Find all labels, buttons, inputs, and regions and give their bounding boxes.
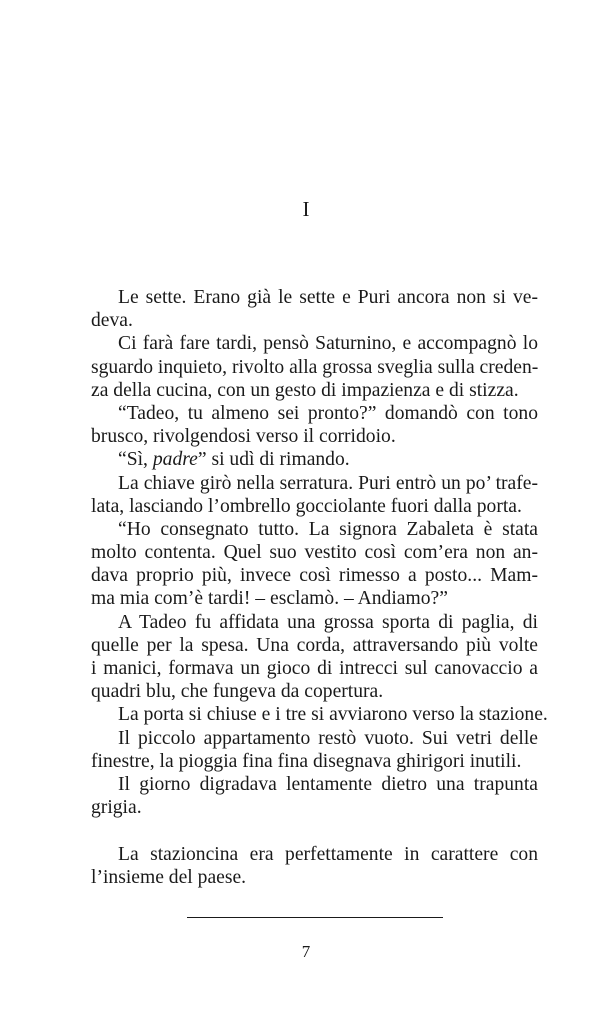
text-line: Le sette. Erano già le sette e Puri ancora non si ve- [118, 287, 538, 308]
page-number: 7 [301, 942, 311, 961]
text-line: l’insieme del paese. [91, 867, 247, 889]
text-line: Ci farà fare tardi, pensò Saturnino, e accompagnò lo [118, 333, 538, 355]
footer-rule [187, 917, 443, 918]
text-line: “Tadeo, tu almeno sei pronto?” domandò con tono [118, 402, 538, 424]
text-line: i manici, formava un gioco di intrecci sul canovaccio a [91, 658, 538, 679]
italic-word: padre [152, 449, 198, 471]
text-line: lata, lasciando l’ombrello gocciolante fuori dalla porta. [91, 495, 522, 517]
text-line [91, 448, 538, 471]
text-line: molto contenta. Quel suo vestito così com’era non an- [91, 542, 538, 564]
paragraph [91, 402, 538, 448]
text-line: La porta si chiuse e i tre si avviarono verso la stazione. [118, 704, 548, 726]
text-line: sguardo inquieto, rivolto alla grossa sveglia sulla creden- [91, 356, 539, 378]
paragraph [91, 843, 538, 889]
text-line: finestre, la pioggia fina fina disegnava ghirigori inutili. [91, 750, 522, 772]
paragraph [91, 518, 538, 611]
paragraph [91, 472, 538, 518]
text-line: La chiave girò nella serratura. Puri entrò un po’ trafe- [118, 472, 538, 494]
paragraph [91, 611, 538, 704]
paragraph [91, 703, 548, 726]
paragraph [91, 727, 538, 773]
paragraph [91, 773, 538, 819]
text-line: Il piccolo appartamento restò vuoto. Sui vetri delle [118, 727, 538, 749]
paragraph [91, 332, 538, 402]
chapter-body [91, 286, 548, 819]
text-line: quelle per la spesa. Una corda, attraversando più volte [91, 634, 538, 656]
paragraph [91, 448, 538, 471]
text-line: ma mia com’è tardi! – esclamò. – Andiamo?” [91, 588, 448, 610]
text-line: grigia. [91, 797, 142, 819]
text-run: ” si udì di rimando. [197, 449, 350, 471]
text-line: deva. [91, 310, 133, 332]
text-line: A Tadeo fu affidata una grossa sporta di paglia, di [118, 611, 538, 633]
text-line: quadri blu, che fungeva da copertura. [91, 681, 384, 703]
chapter-number: I [302, 197, 310, 221]
text-line: brusco, rivolgendosi verso il corridoio. [91, 426, 396, 448]
text-line: “Ho consegnato tutto. La signora Zabaleta è stata [118, 518, 538, 540]
text-run: “Sì, [118, 449, 153, 471]
text-line: za della cucina, con un gesto di impazienza e di stizza. [91, 379, 519, 401]
text-line: La stazioncina era perfettamente in carattere con [118, 844, 538, 865]
text-line: dava proprio più, invece così rimesso a posto... Mam- [91, 565, 538, 587]
section-body [91, 843, 538, 889]
paragraph [91, 286, 538, 332]
text-line: Il giorno digradava lentamente dietro una trapunta [118, 773, 538, 795]
